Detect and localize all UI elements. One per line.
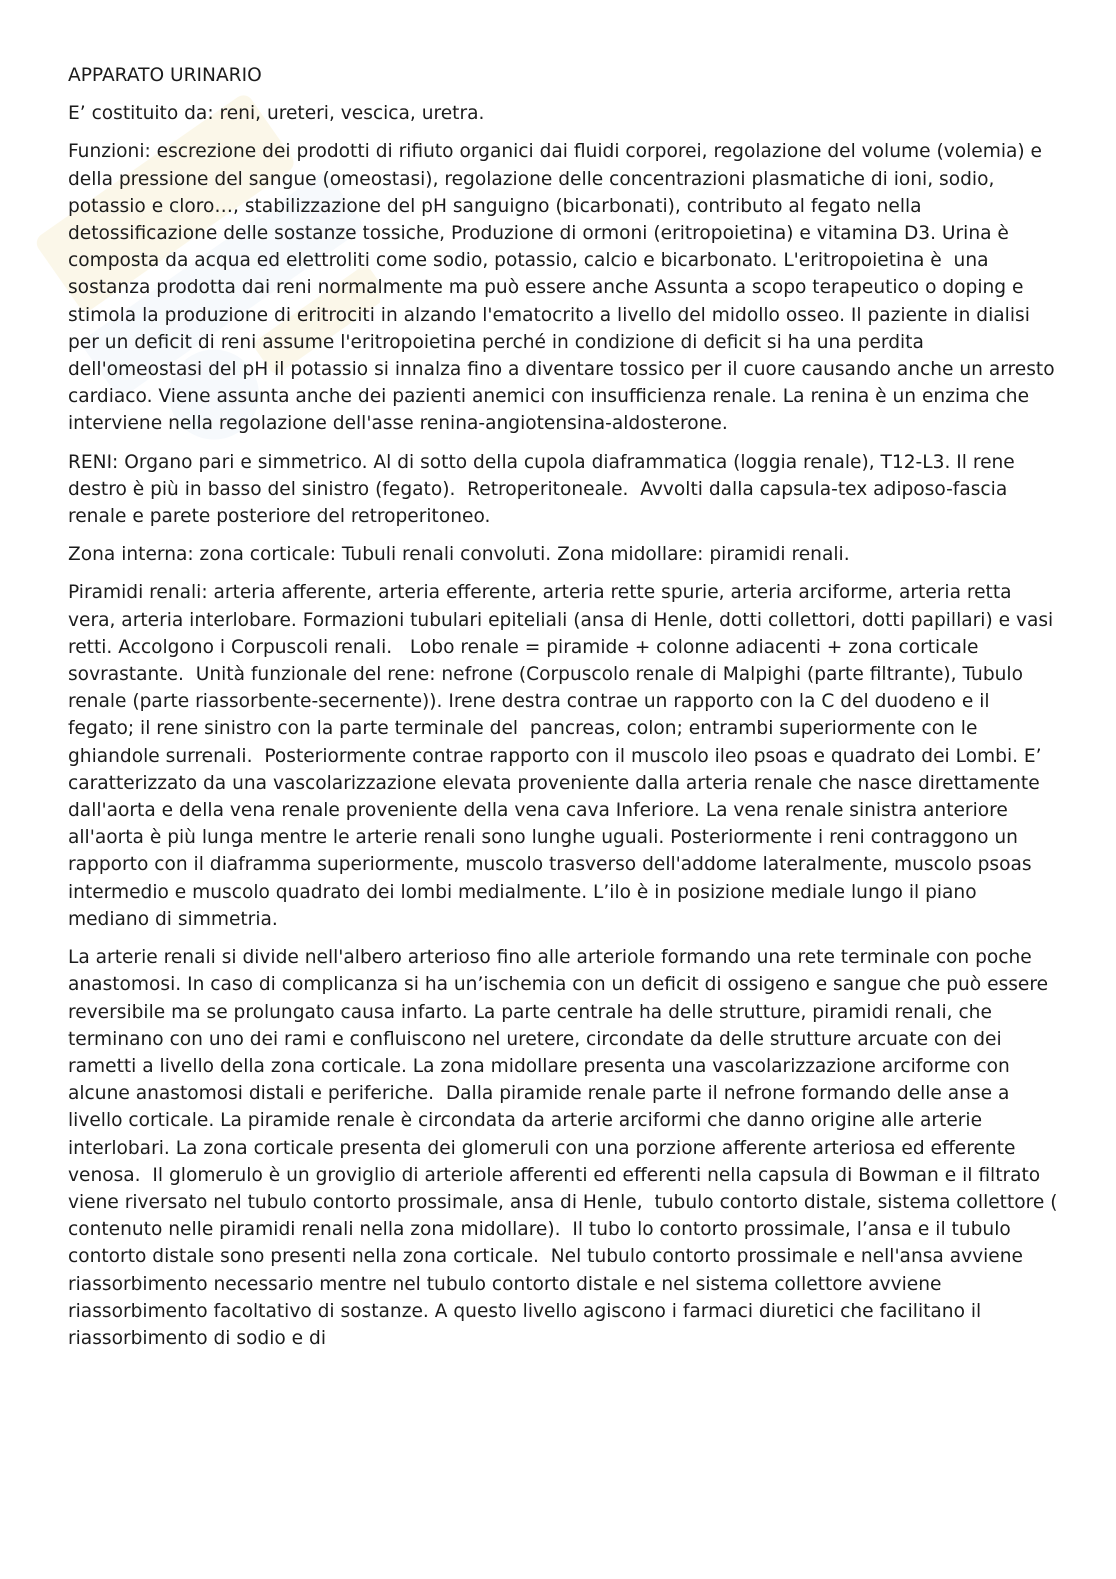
- paragraph-renal-arteries: La arterie renali si divide nell'albero arterioso fino alle arteriole formando una rete terminale con poche anastomosi. In caso di complicanza si ha un’ischemia con un deficit di ossigeno e sangue che può essere reversibile ma se prolungato causa infarto. La parte centrale ha delle strutture, piramidi renali, che terminano con uno dei rami e confluiscono nel uretere, circondate da delle strutture arcuate con dei rametti a livello della zona corticale. La zona midollare presenta una vascolarizzazione arciforme con alcune anastomosi distali e periferiche. Dalla piramide renale parte il nefrone formando delle anse a livello corticale. La piramide renale è circondata da arterie arciformi che danno origine alle arterie interlobari. La zona corticale presenta dei glomeruli con una porzione afferente arteriosa ed efferente venosa. Il glomerulo è un groviglio di arteriole afferenti ed efferenti nella capsula di Bowman e il filtrato viene riversato nel tubulo contorto prossimale, ansa di Henle, tubulo contorto distale, sistema collettore ( contenuto nelle piramidi renali nella zona midollare). Il tubo lo contorto prossimale, l’ansa e il tubulo contorto distale sono presenti nella zona corticale. Nel tubulo contorto prossimale e nell'ansa avviene riassorbimento necessario mentre nel tubulo contorto distale e nel sistema collettore avviene riassorbimento facoltativo di sostanze. A questo livello agiscono i farmaci diuretici che facilitano il riassorbimento di sodio e di: [68, 947, 1064, 1349]
- paragraph-renal-pyramids: Piramidi renali: arteria afferente, arteria efferente, arteria rette spurie, arteria arciforme, arteria retta vera, arteria interlobare. Formazioni tubulari epiteliali (ansa di Henle, dotti collettori, dotti papillari) e vasi retti. Accolgono i Corpuscoli renali. Lobo renale = piramide + colonne adiacenti + zona corticale sovrastante. Unità funzionale del rene: nefrone (Corpuscolo renale di Malpighi (parte filtrante), Tubulo renale (parte riassorbente-secernente)). Irene destra contrae un rapporto con la C del duodeno e il fegato; il rene sinistro con la parte terminale del pancreas, colon; entrambi superiormente con le ghiandole surrenali. Posteriormente contrae rapporto con il muscolo ileo psoas e quadrato dei Lombi. E’ caratterizzato da una vascolarizzazione elevata proveniente dalla arteria renale che nasce direttamente dall'aorta e della vena renale proveniente della vena cava Inferiore. La vena renale sinistra anteriore all'aorta è più lunga mentre le arterie renali sono lunghe uguali. Posteriormente i reni contraggono un rapporto con il diaframma superiormente, muscolo trasverso dell'addome lateralmente, muscolo psoas intermedio e muscolo quadrato dei lombi medialmente. L’ilo è in posizione mediale lungo il piano mediano di simmetria.: [68, 582, 1060, 930]
- paragraph-internal-zone: Zona interna: zona corticale: Tubuli renali convoluti. Zona midollare: piramidi renali.: [68, 544, 850, 566]
- paragraph-kidneys: RENI: Organo pari e simmetrico. Al di sotto della cupola diaframmatica (loggia renale), T12-L3. Il rene destro è più in basso del sinistro (fegato). Retroperitoneale. Avvolti dalla capsula-tex adiposo-fascia renale e parete posteriore del retroperitoneo.: [68, 451, 1021, 528]
- paragraph-functions: Funzioni: escrezione dei prodotti di rifiuto organici dai fluidi corporei, regolazione del volume (volemia) e della pressione del sangue (omeostasi), regolazione delle concentrazioni plasmatiche di ioni, sodio, potassio e cloro…, stabilizzazione del pH sanguigno (bicarbonati), contributo al fegato nella detossificazione delle sostanze tossiche, Produzione di ormoni (eritropoietina) e vitamina D3. Urina è composta da acqua ed elettroliti come sodio, potassio, calcio e bicarbonato. L'eritropoietina è una sostanza prodotta dai reni normalmente ma può essere anche Assunta a scopo terapeutico o doping e stimola la produzione di eritrociti in alzando l'ematocrito a livello del midollo osseo. Il paziente in dialisi per un deficit di reni assume l'eritropoietina perché in condizione di deficit si ha una perdita dell'omeostasi del pH il potassio si innalza fino a diventare tossico per il cuore causando anche un arresto cardiaco. Viene assunta anche dei pazienti anemici con insufficienza renale. La renina è un enzima che interviene nella regolazione dell'asse renina-angiotensina-aldosterone.: [68, 141, 1061, 435]
- document-title: APPARATO URINARIO: [68, 65, 262, 86]
- paragraph-composition: E’ costituito da: reni, ureteri, vescica, uretra.: [68, 103, 485, 125]
- document-body: [68, 62, 1064, 1363]
